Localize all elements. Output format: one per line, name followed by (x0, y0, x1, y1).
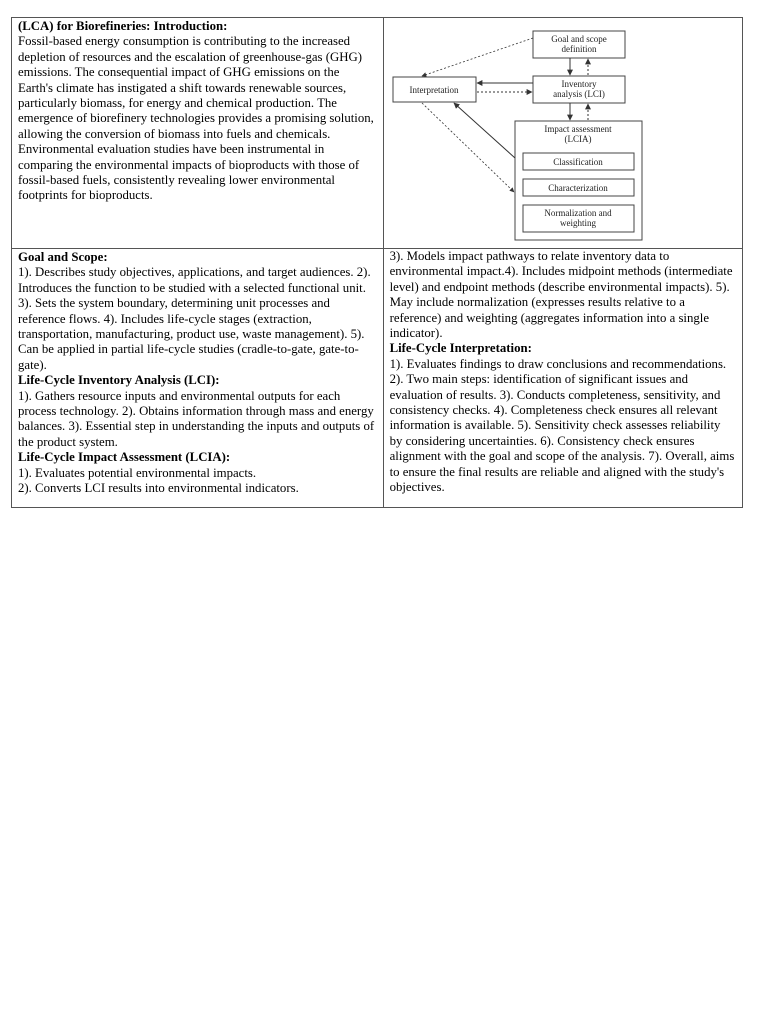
stages-cell-right (383, 249, 742, 508)
normalization-box (523, 205, 634, 232)
impact-label-2: (LCIA) (564, 134, 592, 144)
intro-cell (12, 18, 384, 249)
table-row (12, 249, 743, 508)
inventory-analysis-box (533, 76, 625, 103)
impact-label-1: Impact assessment (543, 124, 612, 134)
characterization-box (523, 179, 634, 196)
intro-heading: (LCA) for Biorefineries: Introduction: (18, 19, 228, 33)
normalization-label-1: Normalization and (543, 208, 612, 218)
characterization-label: Characterization (547, 183, 608, 193)
lca-framework-svg (384, 18, 749, 247)
inventory-label-2: analysis (LCI) (552, 89, 605, 99)
stages-cell-left (12, 249, 384, 508)
goal-body: 1). Describes study objectives, applications, and target audiences. 2). Introduces the function to be studied with a selected functional unit. 3). Sets the system boundary, determining unit processes and reference flows. 4). Includes life-cycle stages (extraction, transportation, manufacturing, product use, waste management). 5). Can be applied in partial life-cycle studies (cradle-to-gate, gate-to-gate). (18, 265, 371, 372)
lca-framework-diagram (384, 18, 737, 247)
stages-text-left (18, 250, 377, 497)
lcia-continued: 3). Models impact pathways to relate inventory data to environmental impact.4). Includes midpoint methods (intermediate level) and endpoint methods (describe environmental impacts). 5). May include normalization (expresses results relative to a reference) and weighting (aggregates information into a single indicator). (389, 249, 733, 341)
intro-text (18, 19, 377, 204)
goal-scope-label-2: definition (561, 44, 597, 54)
goal-heading: Goal and Scope: (18, 250, 108, 264)
stages-text-right (390, 249, 736, 496)
classification-box (523, 153, 634, 170)
inventory-label-1: Inventory (561, 79, 597, 89)
lca-summary-sheet (11, 17, 743, 508)
interpretation-body: 1). Evaluates findings to draw conclusions and recommendations. 2). Two main steps: identification of significant issues and evaluation of results. 3). Conducts completeness, sensitivity, and consistency checks. 4). Completeness check ensures all relevant information is available. 5). Sensitivity check assesses reliability by considering uncertainties. 6). Consistency check ensures alignment with the goal and scope of the analysis. 7). Overall, aims to ensure the final results are reliable and aligned with the study's objectives. (389, 356, 735, 495)
normalization-label-2: weighting (559, 218, 596, 228)
interpretation-to-impact-arrow (422, 103, 514, 192)
lcia-item-1: 1). Evaluates potential environmental impacts. (18, 465, 257, 480)
lcia-item-2: 2). Converts LCI results into environmental indicators. (18, 481, 299, 496)
impact-to-interpretation-arrow (454, 103, 515, 158)
lci-heading: Life-Cycle Inventory Analysis (LCI): (18, 373, 220, 388)
lci-body: 1). Gathers resource inputs and environmental outputs for each process technology. 2). Obtains information through mass and energy balances. 3). Essential step in understanding the inputs and outputs of the product system. (18, 388, 375, 449)
table-row (12, 18, 743, 249)
lcia-heading: Life-Cycle Impact Assessment (LCIA): (18, 450, 231, 465)
goal-scope-box (533, 31, 625, 58)
diagram-cell (383, 18, 742, 249)
intro-body: Fossil-based energy consumption is contributing to the increased depletion of resources and the escalation of greenhouse-gas (GHG) emissions. The consequential impact of GHG emissions on the Earth's climate has instigated a shift towards renewable sources, particularly biomass, for energy and chemical production. The emergence of biorefinery technologies provides a promising solution, allowing the conversion of biomass into fuels and chemicals. Environmental evaluation studies have been instrumental in comparing the environmental impacts of bioproducts with those of fossil-based fuels, consistently revealing lower environmental footprints for bioproducts. (18, 34, 374, 203)
interpretation-box (393, 77, 476, 102)
classification-label: Classification (552, 157, 603, 167)
goal-to-interpretation-arrow (422, 38, 533, 76)
interpretation-heading: Life-Cycle Interpretation: (389, 341, 532, 356)
interpretation-label: Interpretation (409, 85, 459, 95)
goal-scope-label-1: Goal and scope (550, 34, 607, 44)
lca-summary-table (11, 17, 743, 508)
